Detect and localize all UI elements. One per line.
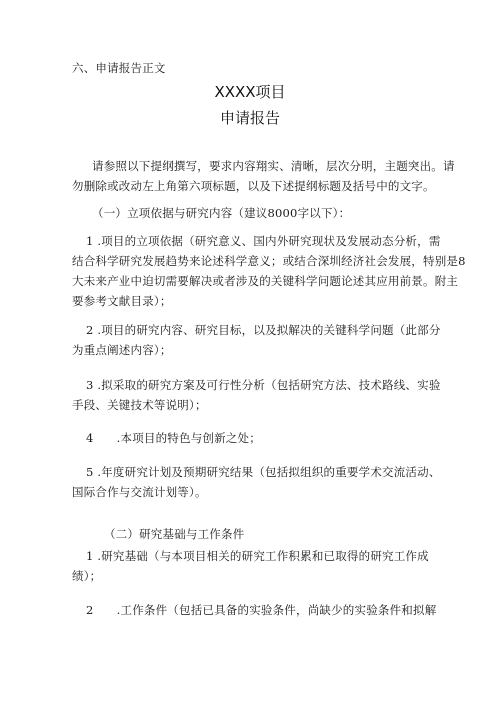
part1-item-3-line-1: 3 .拟采取的研究方案及可行性分析（包括研究方法、技术路线、实验: [86, 378, 441, 392]
part1-item-1-line-4: 要参考文献目录）；: [72, 294, 172, 308]
part2-heading: （二）研究基础与工作条件: [104, 527, 245, 541]
part2-item-2-line-1: 2 .工作条件（包括已具备的实验条件，尚缺少的实验条件和拟解: [86, 603, 437, 617]
section-heading: 六、申请报告正文: [72, 61, 166, 75]
intro-line-2: 勿删除或改动左上角第六项标题，以及下述提纲标题及括号中的文字。: [72, 179, 435, 193]
part1-item-2-line-1: 2 .项目的研究内容、研究目标，以及拟解决的关键科学问题（此部分: [86, 323, 441, 337]
part1-item-1-line-2: 结合科学研究发展趋势来论述科学意义；或结合深圳经济社会发展，特别是8: [72, 254, 466, 268]
part1-item-1-line-3: 大未来产业中迫切需要解决或者涉及的关键科学问题论述其应用前景。附主: [72, 274, 459, 288]
part2-item-1-line-2: 绩）；: [72, 569, 102, 583]
intro-line-1: 请参照以下提纲撰写，要求内容翔实、清晰，层次分明，主题突出。请: [92, 159, 455, 173]
report-title: 申请报告: [219, 109, 280, 127]
part1-item-4-line-1: 4 .本项目的特色与创新之处；: [86, 431, 261, 445]
project-title: XXXX项目: [214, 83, 286, 101]
part1-item-2-line-2: 为重点阐述内容）；: [72, 343, 172, 357]
part1-item-1-line-1: 1 .项目的立项依据（研究意义、国内外研究现状及发展动态分析，需: [86, 234, 441, 248]
part1-item-5-line-2: 国际合作与交流计划等）。: [72, 485, 207, 499]
part1-item-3-line-2: 手段、关键技术等说明）；: [72, 398, 207, 412]
part2-item-1-line-1: 1 .研究基础（与本项目相关的研究工作积累和已取得的研究工作成: [86, 549, 429, 563]
part1-heading: （一）立项依据与研究内容（建议8000字以下）：: [92, 206, 351, 220]
part1-item-5-line-1: 5 .年度研究计划及预期研究结果（包括拟组织的重要学术交流活动、: [86, 465, 441, 479]
